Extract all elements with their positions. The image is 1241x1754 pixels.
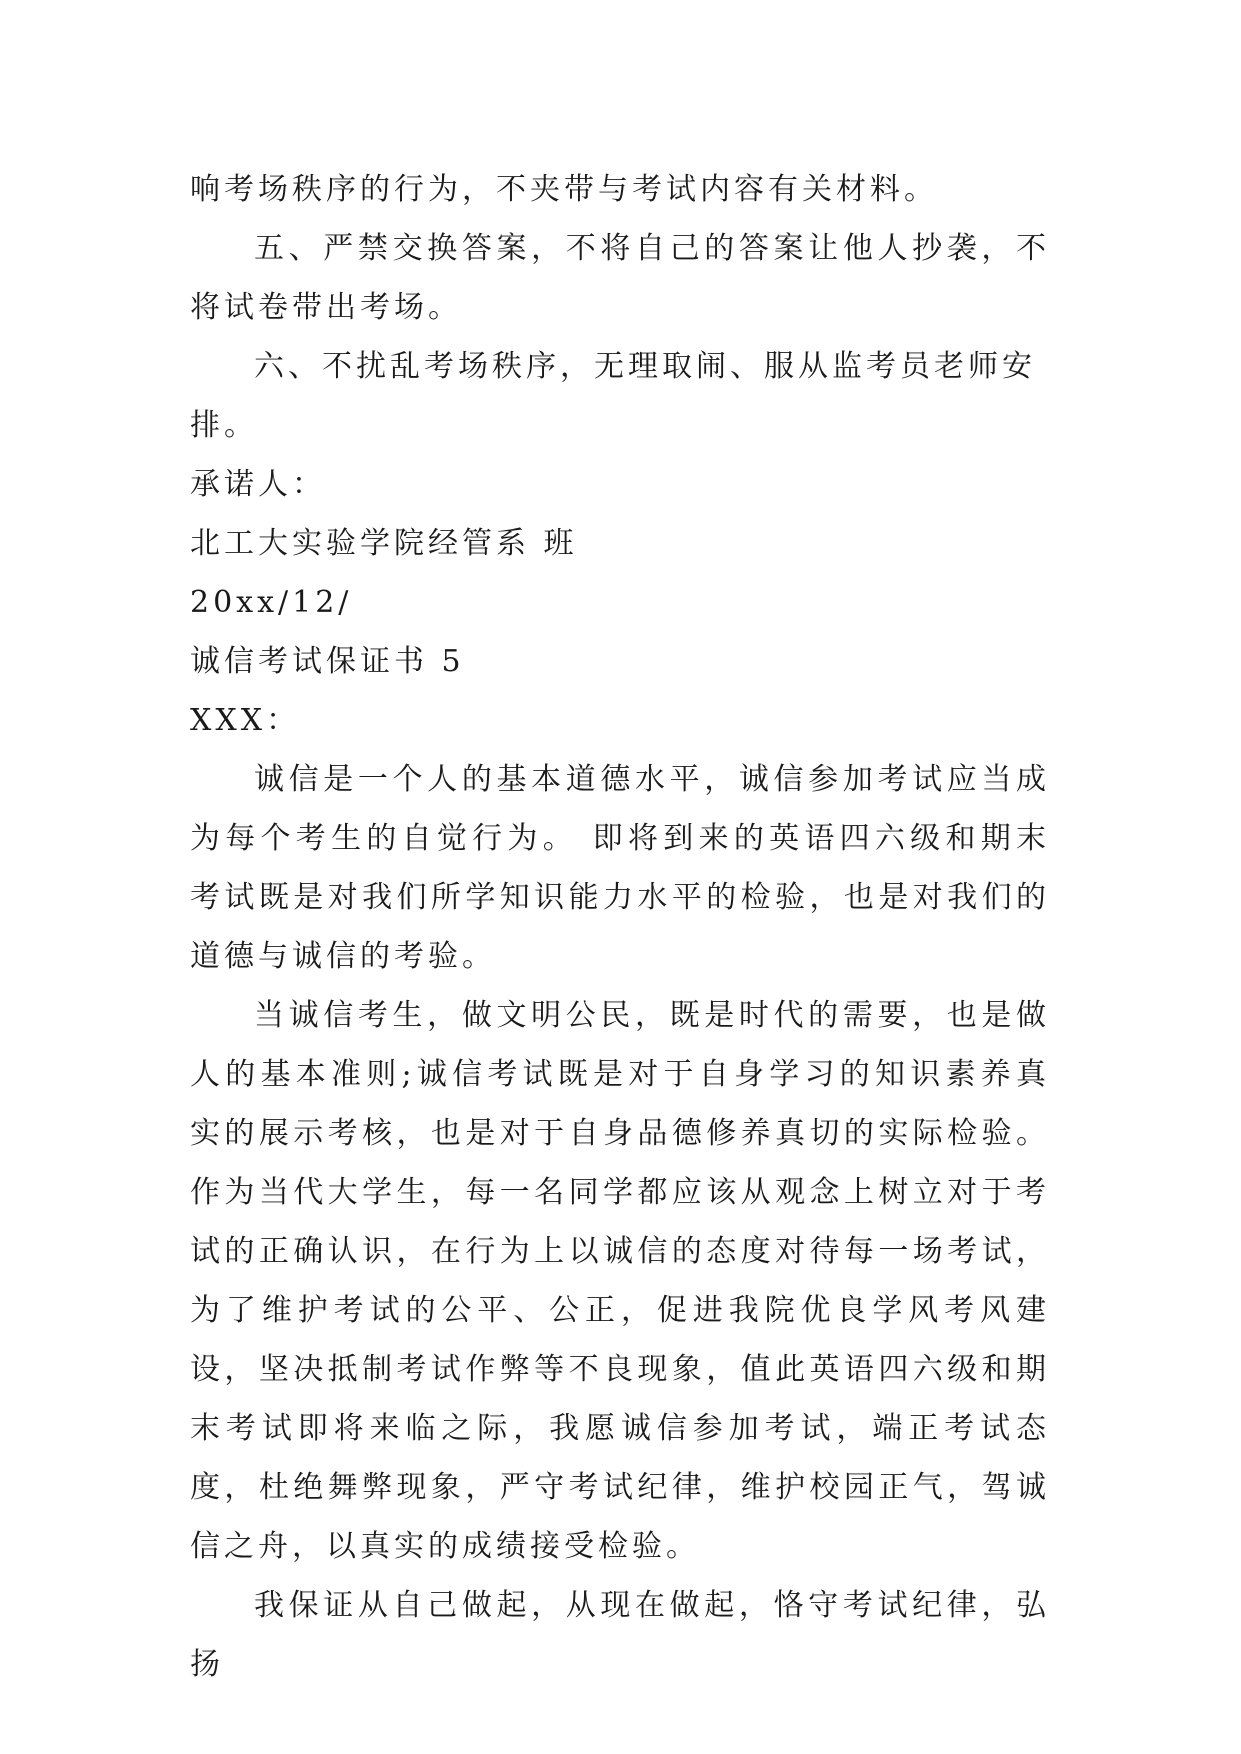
paragraph-rule-six: 六、不扰乱考场秩序，无理取闹、服从监考员老师安排。 — [190, 349, 1036, 443]
paragraph-rule-five: 五、严禁交换答案，不将自己的答案让他人抄袭，不将试卷带出考场。 — [190, 231, 1050, 325]
document-body — [190, 160, 1050, 1694]
section-title: 诚信考试保证书 5 — [190, 644, 465, 679]
paragraph-pledge: 我保证从自己做起，从现在做起，恪守考试纪律，弘扬 — [190, 1588, 1050, 1682]
promiser-label: 承诺人： — [190, 467, 326, 502]
signature-date: 20xx/12/ — [190, 585, 353, 620]
department-class: 北工大实验学院经管系 班 — [190, 526, 578, 561]
paragraph-continued-order: 响考场秩序的行为，不夹带与考试内容有关材料。 — [190, 172, 938, 207]
paragraph-integrity-main: 当诚信考生，做文明公民，既是时代的需要，也是做人的基本准则;诚信考试既是对于自身学习的知识素养真实的展示考核，也是对于自身品德修养真切的实际检验。作为当代大学生，每一名同学都应该从观念上树立对于考试的正确认识，在行为上以诚信的态度对待每一场考试，为了维护考试的公平、公正，促进我院优良学风考风建设，坚决抵制考试作弊等不良现象，值此英语四六级和期末考试即将来临之际，我愿诚信参加考试，端正考试态度，杜绝舞弊现象，严守考试纪律，维护校园正气，驾诚信之舟，以真实的成绩接受检验。 — [190, 998, 1050, 1564]
paragraph-integrity-intro: 诚信是一个人的基本道德水平，诚信参加考试应当成为每个考生的自觉行为。 即将到来的英语四六级和期末考试既是对我们所学知识能力水平的检验，也是对我们的道德与诚信的考验。 — [190, 762, 1050, 974]
salutation: XXX： — [190, 703, 301, 738]
